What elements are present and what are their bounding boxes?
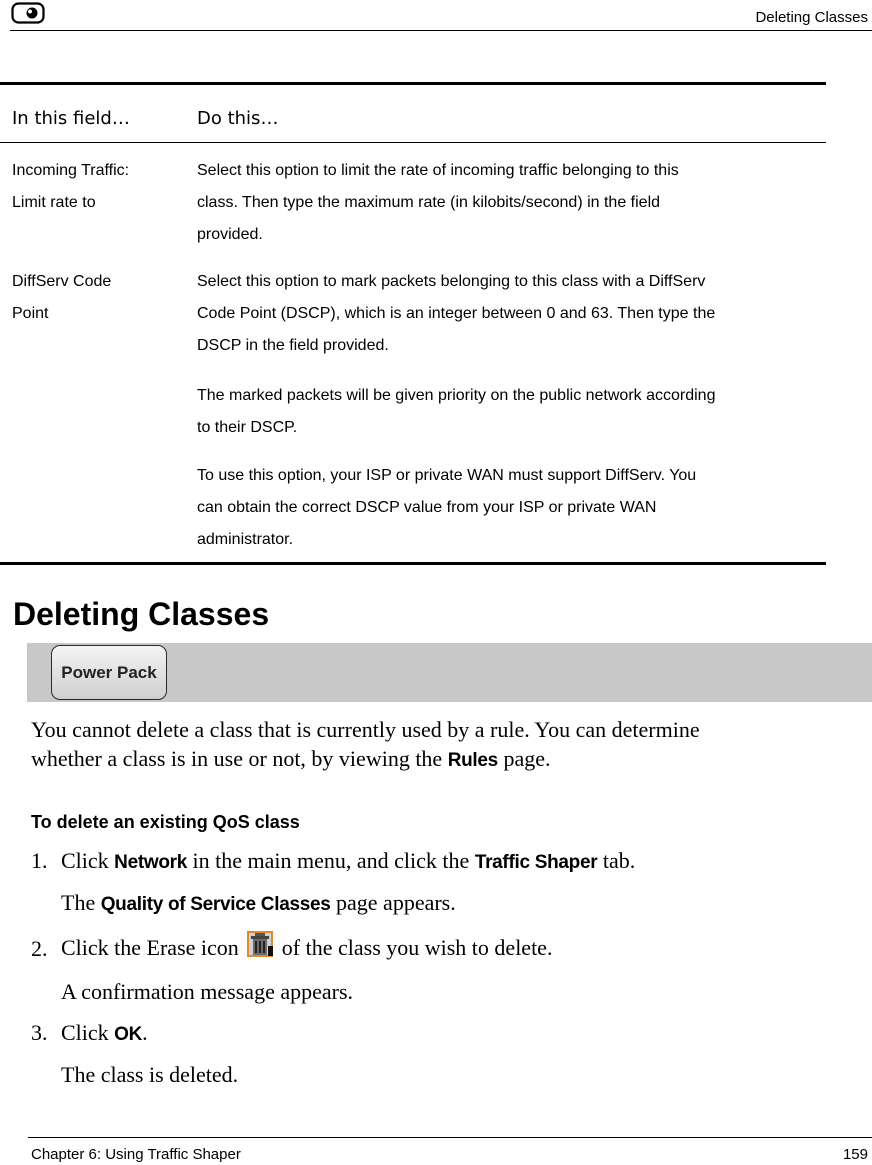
step-text: . — [142, 1020, 148, 1045]
step-instruction — [61, 848, 635, 874]
ok-button-ref: OK — [114, 1024, 143, 1045]
procedure-title: To delete an existing QoS class — [31, 812, 300, 832]
field-description-note — [197, 460, 812, 556]
description-line: Select this option to mark packets belonging to this class with a DiffServ — [197, 273, 706, 290]
step-instruction — [61, 1020, 148, 1046]
step-text: Click the Erase icon — [61, 935, 239, 960]
running-header-title: Deleting Classes — [755, 9, 868, 26]
step-text: tab. — [597, 848, 636, 873]
trash-can-icon — [246, 930, 274, 958]
step-text: of the class you wish to delete. — [276, 935, 553, 960]
camera-eye-logo-icon — [11, 2, 45, 24]
step-text: Click — [61, 848, 115, 873]
field-name-line: Incoming Traffic: — [12, 162, 130, 179]
step-instruction — [61, 930, 552, 961]
page-number: 159 — [842, 1146, 868, 1163]
description-line: to their DSCP. — [197, 419, 298, 436]
table-header-action: Do this… — [197, 108, 279, 129]
step-text: in the main menu, and click the — [187, 848, 475, 873]
step-number: 3. — [31, 1020, 48, 1045]
step-text: The — [61, 890, 101, 915]
field-description — [197, 155, 812, 251]
qos-classes-page-ref: Quality of Service Classes — [100, 894, 331, 915]
step-text: page appears. — [330, 890, 456, 915]
intro-text: whether a class is in use or not, by viewing the — [31, 746, 448, 771]
field-name-line: Point — [12, 305, 49, 322]
step-result — [61, 890, 456, 916]
description-line: administrator. — [197, 531, 294, 548]
intro-text: page. — [497, 746, 551, 771]
field-name-line: DiffServ Code — [12, 273, 112, 290]
field-name-line: Limit rate to — [12, 194, 96, 211]
table-bottom-rule — [0, 562, 826, 565]
step-text: Click — [61, 1020, 115, 1045]
description-line: To use this option, your ISP or private WAN must support DiffServ. You — [197, 467, 697, 484]
table-header-field: In this field… — [12, 108, 130, 129]
section-title: Deleting Classes — [13, 596, 270, 632]
traffic-shaper-tab-ref: Traffic Shaper — [474, 852, 598, 873]
header-divider — [10, 30, 872, 31]
footer-chapter: Chapter 6: Using Traffic Shaper — [31, 1146, 241, 1163]
intro-paragraph — [31, 715, 851, 775]
step-result: A confirmation message appears. — [61, 979, 354, 1004]
step-result: The class is deleted. — [61, 1062, 239, 1087]
description-line: Select this option to limit the rate of incoming traffic belonging to this — [197, 162, 679, 179]
table-header-rule — [0, 142, 826, 143]
step-number: 2. — [31, 936, 48, 961]
description-line: DSCP in the field provided. — [197, 337, 389, 354]
description-line: class. Then type the maximum rate (in kilobits/second) in the field — [197, 194, 661, 211]
description-line: provided. — [197, 226, 263, 243]
description-line: can obtain the correct DSCP value from your ISP or private WAN — [197, 499, 657, 516]
description-line: Code Point (DSCP), which is an integer between 0 and 63. Then type the — [197, 305, 716, 322]
description-line: The marked packets will be given priority on the public network according — [197, 387, 716, 404]
table-row — [12, 155, 182, 219]
field-description — [197, 266, 812, 362]
power-pack-badge: Power Pack — [51, 645, 167, 700]
rules-page-ref: Rules — [447, 750, 498, 771]
intro-line: You cannot delete a class that is currently used by a rule. You can determine — [31, 717, 700, 742]
footer-divider — [28, 1137, 872, 1138]
intro-line — [31, 744, 851, 775]
table-top-rule — [0, 82, 826, 85]
table-row — [12, 266, 182, 330]
field-description-note — [197, 380, 812, 444]
step-number: 1. — [31, 848, 48, 873]
network-menu-ref: Network — [114, 852, 188, 873]
